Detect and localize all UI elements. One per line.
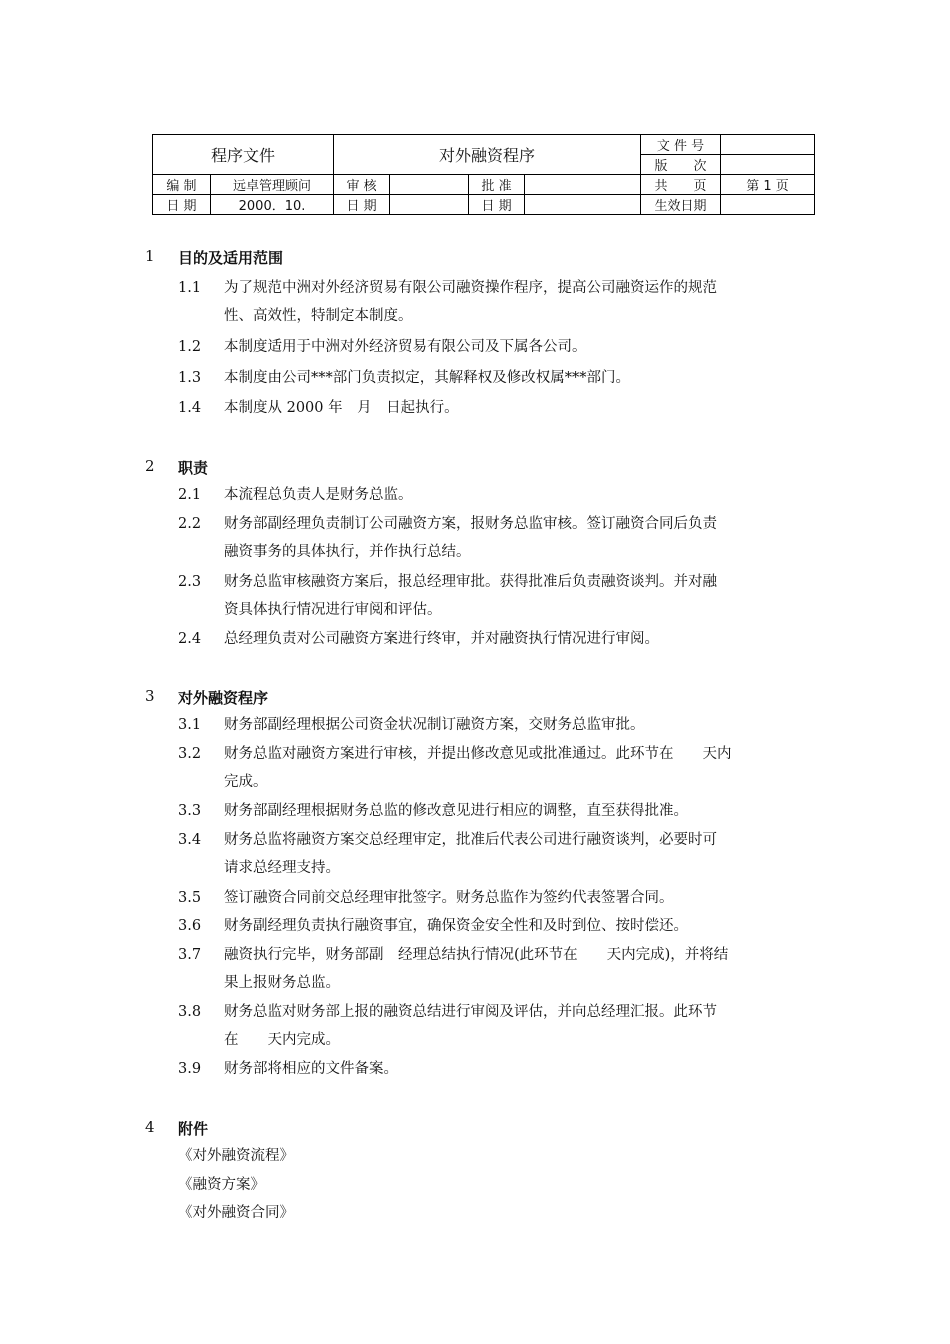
item-text-line: 本流程总负责人是财务总监。 [224, 487, 413, 503]
effective-date-value [721, 195, 815, 215]
doc-type-cell: 程序文件 [153, 135, 334, 175]
item-text-line: 财务部副经理负责制订公司融资方案，报财务总监审核。签订融资合同后负责 [224, 516, 717, 532]
item-number: 1.4 [178, 400, 202, 416]
item-number: 2.3 [178, 574, 202, 590]
item-text-line: 性、高效性，特制定本制度。 [224, 308, 413, 324]
list-item [178, 797, 814, 825]
item-number: 3.6 [178, 918, 202, 934]
effective-date-label: 生效日期 [641, 195, 721, 215]
item-number: 3.2 [178, 746, 202, 762]
section-title: 附件 [178, 1120, 209, 1138]
item-text-line: 财务总监审核融资方案后，报总经理审批。获得批准后负责融资谈判。并对融 [224, 574, 717, 590]
item-number: 3.7 [178, 947, 202, 963]
version-label: 版 次 [641, 155, 721, 175]
pages-label: 共 页 [641, 175, 721, 195]
section-title: 对外融资程序 [178, 689, 269, 707]
list-item [178, 711, 814, 739]
item-text-line: 财务总监对融资方案进行审核，并提出修改意见或批准通过。此环节在 天内 [224, 746, 732, 762]
file-no-label: 文 件 号 [641, 135, 721, 155]
list-item [178, 826, 814, 882]
compiled-label: 编 制 [153, 175, 211, 195]
document-header-table [152, 134, 815, 215]
item-number: 1.2 [178, 339, 202, 355]
approve-value [525, 175, 641, 195]
list-item [178, 941, 814, 997]
item-text-line: 融资事务的具体执行，并作执行总结。 [224, 544, 471, 560]
item-text-line: 本制度从 2000 年 月 日起执行。 [224, 400, 459, 416]
file-no-value [721, 135, 815, 155]
review-date-label: 日 期 [334, 195, 390, 215]
version-value [721, 155, 815, 175]
list-item [178, 510, 814, 566]
date-label: 日 期 [153, 195, 211, 215]
item-number: 3.4 [178, 832, 202, 848]
section-number: 4 [145, 1118, 155, 1136]
item-text-line: 在 天内完成。 [224, 1032, 340, 1048]
list-item [178, 884, 814, 912]
doc-title-cell: 对外融资程序 [334, 135, 641, 175]
item-text-line: 本制度由公司***部门负责拟定，其解释权及修改权属***部门。 [224, 370, 630, 386]
item-number: 1.1 [178, 280, 202, 296]
item-text-line: 总经理负责对公司融资方案进行终审，并对融资执行情况进行审阅。 [224, 631, 659, 647]
approve-date-label: 日 期 [469, 195, 525, 215]
approve-date-value [525, 195, 641, 215]
compiled-value: 远卓管理顾问 [211, 175, 334, 195]
item-text-line: 签订融资合同前交总经理审批签字。财务总监作为签约代表签署合同。 [224, 890, 674, 906]
item-text-line: 财务副经理负责执行融资事宜，确保资金安全性和及时到位、按时偿还。 [224, 918, 688, 934]
item-number: 2.4 [178, 631, 202, 647]
attachment-item: 《对外融资流程》 [178, 1148, 294, 1164]
section-number: 1 [145, 247, 155, 265]
item-text-line: 财务部副经理根据公司资金状况制订融资方案，交财务总监审批。 [224, 717, 645, 733]
item-text-line: 果上报财务总监。 [224, 975, 340, 991]
list-item [178, 912, 814, 940]
list-item [178, 625, 814, 653]
item-number: 3.3 [178, 803, 202, 819]
item-number: 3.1 [178, 717, 202, 733]
item-text-line: 为了规范中洲对外经济贸易有限公司融资操作程序，提高公司融资运作的规范 [224, 280, 717, 296]
list-item [178, 1055, 814, 1083]
list-item [178, 364, 814, 392]
approve-label: 批 准 [469, 175, 525, 195]
section-title: 目的及适用范围 [178, 249, 284, 267]
date-value: 2000．10. [211, 195, 334, 215]
attachment-item: 《融资方案》 [178, 1177, 265, 1193]
attachment-item: 《对外融资合同》 [178, 1205, 294, 1221]
list-item [178, 333, 814, 361]
list-item [178, 568, 814, 624]
item-text-line: 完成。 [224, 774, 268, 790]
review-date-value [390, 195, 469, 215]
pages-value: 第 1 页 [721, 175, 815, 195]
item-text-line: 请求总经理支持。 [224, 860, 340, 876]
item-number: 2.2 [178, 516, 202, 532]
list-item [178, 740, 814, 796]
list-item [178, 394, 814, 422]
item-number: 1.3 [178, 370, 202, 386]
item-number: 2.1 [178, 487, 202, 503]
list-item [178, 998, 814, 1054]
review-value [390, 175, 469, 195]
item-text-line: 财务部将相应的文件备案。 [224, 1061, 398, 1077]
section-title: 职责 [178, 459, 209, 477]
section-number: 2 [145, 457, 155, 475]
item-text-line: 财务总监对财务部上报的融资总结进行审阅及评估，并向总经理汇报。此环节 [224, 1004, 717, 1020]
item-text-line: 财务部副经理根据财务总监的修改意见进行相应的调整，直至获得批准。 [224, 803, 688, 819]
item-text-line: 本制度适用于中洲对外经济贸易有限公司及下属各公司。 [224, 339, 587, 355]
review-label: 审 核 [334, 175, 390, 195]
item-text-line: 财务总监将融资方案交总经理审定，批准后代表公司进行融资谈判，必要时可 [224, 832, 717, 848]
item-text-line: 资具体执行情况进行审阅和评估。 [224, 602, 442, 618]
list-item [178, 481, 814, 509]
item-text-line: 融资执行完毕，财务部副 经理总结执行情况(此环节在 天内完成)，并将结 [224, 947, 729, 963]
item-number: 3.5 [178, 890, 202, 906]
section-number: 3 [145, 687, 155, 705]
item-number: 3.8 [178, 1004, 202, 1020]
item-number: 3.9 [178, 1061, 202, 1077]
list-item [178, 274, 814, 330]
